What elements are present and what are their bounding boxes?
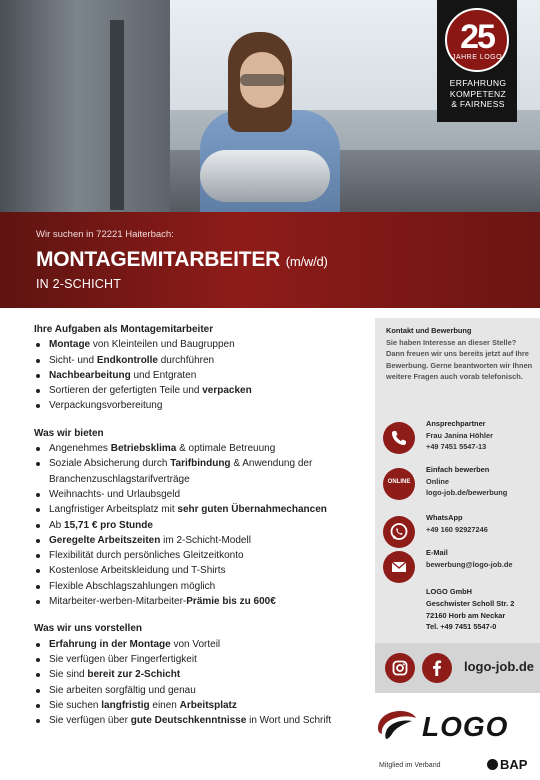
- list-text: durchführen: [157, 354, 215, 366]
- list-item: [34, 683, 364, 698]
- shift-subtitle: IN 2-SCHICHT: [36, 277, 122, 291]
- list-item: [34, 533, 364, 548]
- list-text: Sicht- und: [49, 354, 97, 366]
- contact-intro: [386, 325, 536, 383]
- contact-person-name: Frau Janina Höhler: [426, 430, 493, 440]
- list-text: im 2-Schicht-Modell: [160, 534, 251, 546]
- list-text: von Kleinteilen und Baugruppen: [90, 339, 235, 351]
- instagram-icon[interactable]: [385, 653, 415, 683]
- machine-rail: [110, 20, 124, 210]
- phone-icon[interactable]: [383, 422, 415, 454]
- emphasis-text: Tarifbindung: [170, 458, 231, 470]
- email-text: [426, 547, 540, 570]
- emphasis-text: gute Deutschkenntnisse: [130, 715, 247, 727]
- online-application-text: [426, 464, 540, 499]
- list-item: [34, 441, 364, 456]
- job-title: [36, 248, 328, 272]
- list-text: von Vorteil: [170, 638, 221, 650]
- association-logo: [487, 757, 527, 772]
- emphasis-text: 15,71 € pro Stunde: [64, 519, 153, 531]
- offer-list: [34, 441, 364, 609]
- badge-value: KOMPETENZ: [449, 88, 507, 99]
- facebook-icon[interactable]: [422, 653, 452, 683]
- anniversary-badge: [437, 0, 517, 122]
- title-band: [0, 212, 540, 308]
- task-list: [34, 337, 364, 413]
- list-item: [34, 637, 364, 652]
- contact-intro-text: Sie haben Interesse an dieser Stelle? Dann freuen wir uns bereits jetzt auf Ihre Bewerbung. Gerne beantworten wir Ihnen weitere Fragen auch vorab telefonisch.: [386, 337, 533, 382]
- logo-mark-icon: [374, 706, 418, 746]
- emphasis-text: Endkontrolle: [96, 354, 158, 366]
- whatsapp-number[interactable]: +49 160 92927246: [426, 524, 488, 534]
- emphasis-text: Montage: [49, 339, 91, 351]
- list-text: Sie verfügen über Fingerfertigkeit: [49, 653, 197, 665]
- company-logo: [374, 706, 540, 750]
- list-item: [34, 502, 364, 517]
- whatsapp-text: [426, 512, 540, 535]
- list-item: [34, 518, 364, 533]
- company-name: LOGO GmbH: [426, 587, 472, 596]
- online-label: Einfach bewerben: [426, 465, 490, 474]
- badge-values: [441, 78, 515, 110]
- list-item: [34, 337, 364, 352]
- list-item: [34, 667, 364, 682]
- list-text: Langfristiger Arbeitsplatz mit: [49, 504, 178, 516]
- list-text: Kostenlose Arbeitskleidung und T-Shirts: [49, 565, 226, 577]
- metal-roll: [200, 150, 330, 202]
- list-text: einen: [149, 699, 180, 711]
- emphasis-text: Betriebsklima: [110, 443, 177, 455]
- list-text: & Anwendung der Branchenzuschlagstarifverträge: [49, 458, 313, 485]
- whatsapp-icon[interactable]: [383, 516, 415, 548]
- anniversary-subline: JAHRE LOGO: [451, 54, 503, 61]
- badge-value: & FAIRNESS: [451, 99, 505, 109]
- section-heading-offer: Was wir bieten: [34, 427, 104, 439]
- online-sub: Online: [426, 476, 449, 486]
- location-line: Wir suchen in 72221 Haiterbach:: [36, 229, 174, 240]
- emphasis-text: Erfahrung in der Montage: [49, 638, 171, 650]
- online-badge-label: ONLINE: [387, 479, 411, 485]
- list-text: Ab: [49, 519, 65, 531]
- online-url[interactable]: logo-job.de/bewerbung: [426, 488, 508, 498]
- company-address: [426, 586, 540, 633]
- list-text: Soziale Absicherung durch: [49, 458, 171, 470]
- safety-glasses: [240, 74, 286, 86]
- list-item: [34, 383, 364, 398]
- emphasis-text: Arbeitsplatz: [179, 699, 237, 711]
- emphasis-text: sehr guten Übernahmechancen: [177, 504, 327, 516]
- emphasis-text: Prämie bis zu 600€: [186, 596, 276, 608]
- list-text: & optimale Betreuung: [176, 443, 276, 455]
- contact-heading: Kontakt und Bewerbung: [386, 326, 472, 335]
- list-text: Mitarbeiter-werben-Mitarbeiter-: [49, 596, 187, 608]
- list-item: [34, 368, 364, 383]
- profile-list: [34, 637, 364, 729]
- list-item: [34, 456, 364, 487]
- list-item: [34, 548, 364, 563]
- gender-note: (m/w/d): [285, 254, 328, 269]
- badge-value: ERFAHRUNG: [449, 78, 507, 88]
- social-bar: [375, 643, 540, 693]
- emphasis-text: Geregelte Arbeitszeiten: [49, 534, 161, 546]
- list-text: Verpackungsvorbereitung: [49, 400, 163, 412]
- list-text: Flexible Abschlagszahlungen möglich: [49, 580, 216, 592]
- list-text: Sie suchen: [49, 699, 102, 711]
- list-text: Sortieren der gefertigten Teile und: [49, 385, 203, 397]
- list-text: Angenehmes: [49, 443, 111, 455]
- emphasis-text: bereit zur 2-Schicht: [87, 669, 181, 681]
- list-text: Flexibilität durch persönliches Gleitzeitkonto: [49, 550, 244, 562]
- anniversary-seal: [445, 8, 509, 72]
- email-address[interactable]: bewerbung@logo-job.de: [426, 559, 513, 569]
- list-item: [34, 563, 364, 578]
- list-item: [34, 594, 364, 609]
- list-item: [34, 398, 364, 413]
- membership-note: Mitglied im Verband: [379, 762, 441, 769]
- whatsapp-label: WhatsApp: [426, 513, 463, 522]
- list-item: [34, 698, 364, 713]
- list-text: Weihnachts- und Urlaubsgeld: [49, 488, 181, 500]
- list-item: [34, 487, 364, 502]
- list-item: [34, 713, 364, 728]
- machine: [0, 0, 170, 212]
- list-text: Sie sind: [49, 669, 88, 681]
- list-text: Sie arbeiten sorgfältig und genau: [49, 684, 196, 696]
- emphasis-text: langfristig: [101, 699, 150, 711]
- list-text: und Entgraten: [130, 369, 197, 381]
- list-item: [34, 353, 364, 368]
- contact-person-label: Ansprechpartner: [426, 419, 486, 428]
- emphasis-text: Nachbearbeitung: [49, 369, 131, 381]
- company-city: 72160 Horb am Neckar: [426, 610, 506, 620]
- list-text: Sie verfügen über: [49, 715, 131, 727]
- list-item: [34, 652, 364, 667]
- job-title-text: MONTAGEMITARBEITER: [36, 248, 281, 271]
- envelope-icon[interactable]: [383, 551, 415, 583]
- list-item: [34, 579, 364, 594]
- online-badge-icon[interactable]: [383, 468, 415, 500]
- list-text: in Wort und Schrift: [246, 715, 332, 727]
- anniversary-number: 25: [460, 18, 494, 56]
- company-phone[interactable]: Tel. +49 7451 5547-0: [426, 622, 497, 632]
- association-name: BAP: [500, 757, 528, 772]
- section-heading-profile: Was wir uns vorstellen: [34, 623, 142, 635]
- contact-panel: [375, 318, 540, 643]
- logo-wordmark: LOGO: [422, 711, 509, 742]
- emphasis-text: verpacken: [202, 385, 252, 397]
- company-street: Geschwister Scholl Str. 2: [426, 598, 515, 608]
- contact-person-text: [426, 418, 540, 453]
- job-details: [34, 322, 364, 740]
- bap-mark-icon: [487, 759, 498, 770]
- website-link[interactable]: logo-job.de: [464, 659, 535, 674]
- section-heading-tasks: Ihre Aufgaben als Montagemitarbeiter: [34, 324, 214, 335]
- contact-person-phone[interactable]: +49 7451 5547-13: [426, 442, 487, 452]
- email-label: E-Mail: [426, 548, 448, 557]
